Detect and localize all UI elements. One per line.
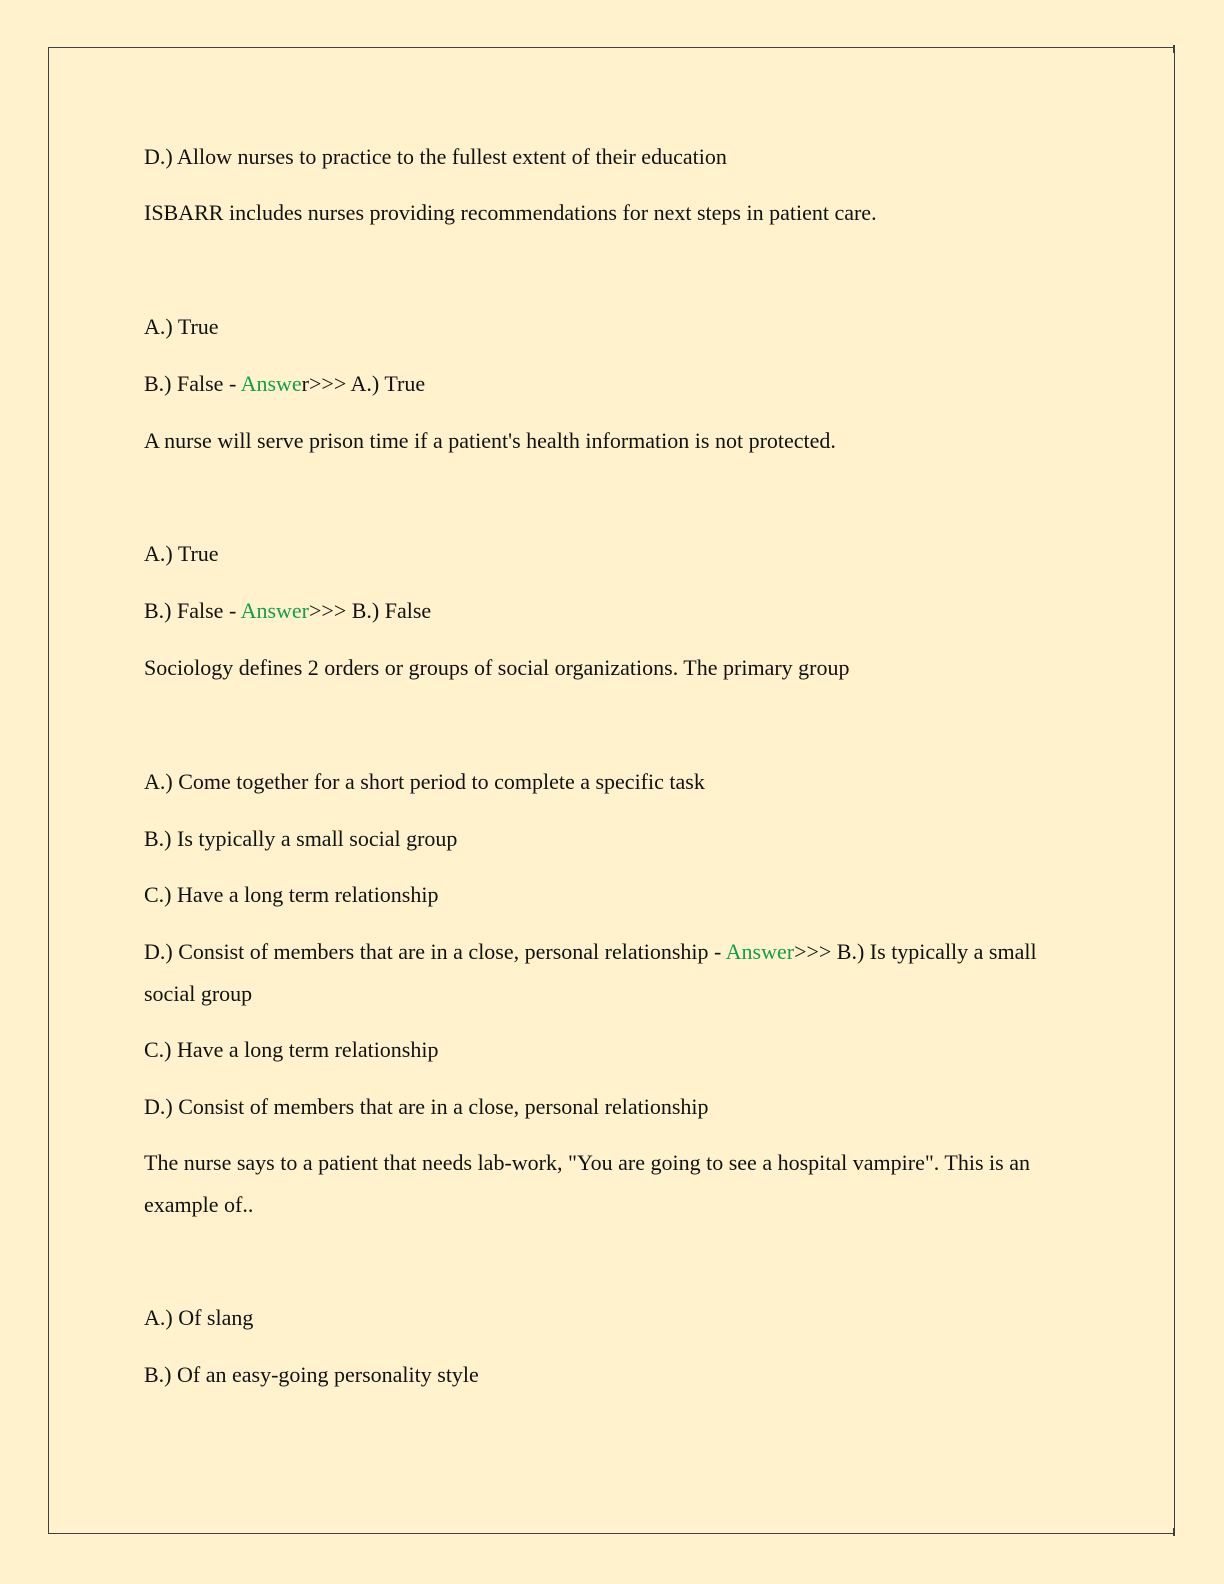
option-line-with-answer	[144, 931, 1074, 1015]
answer-value: >>> A.) True	[309, 371, 426, 396]
option-line: D.) Allow nurses to practice to the fullest extent of their education	[144, 144, 727, 169]
option-line-with-answer	[144, 590, 1074, 632]
option-line: D.) Consist of members that are in a close, personal relationship	[144, 1094, 709, 1119]
option-line: C.) Have a long term relationship	[144, 882, 439, 907]
question-text: A nurse will serve prison time if a patient's health information is not protected.	[144, 428, 836, 453]
option-text: B.) False -	[144, 598, 241, 623]
option-line: A.) True	[144, 541, 219, 566]
option-text: B.) False -	[144, 371, 241, 396]
option-line: B.) Of an easy-going personality style	[144, 1362, 479, 1387]
option-line: A.) True	[144, 314, 219, 339]
answer-label: Answer	[725, 939, 795, 964]
border-corner-mark	[1173, 45, 1175, 53]
option-line-with-answer	[144, 363, 1074, 405]
option-text: D.) Consist of members that are in a close, personal relationship -	[144, 939, 726, 964]
option-line: A.) Come together for a short period to complete a specific task	[144, 769, 705, 794]
question-text: ISBARR includes nurses providing recommendations for next steps in patient care.	[144, 200, 877, 225]
answer-value: >>> B.) False	[309, 598, 432, 623]
option-line: C.) Have a long term relationship	[144, 1037, 439, 1062]
border-corner-mark	[1173, 1528, 1175, 1536]
option-line: A.) Of slang	[144, 1305, 254, 1330]
question-text: The nurse says to a patient that needs lab-work, "You are going to see a hospital vampire". This is an example of..	[144, 1150, 1030, 1217]
answer-label-tail: r	[301, 371, 309, 396]
answer-label: Answer	[240, 598, 309, 623]
answer-value: >>> B.) Is typically a small social group	[144, 939, 1037, 1006]
option-line: B.) Is typically a small social group	[144, 826, 458, 851]
question-text: Sociology defines 2 orders or groups of social organizations. The primary group	[144, 655, 850, 680]
answer-label: Answe	[240, 371, 302, 396]
